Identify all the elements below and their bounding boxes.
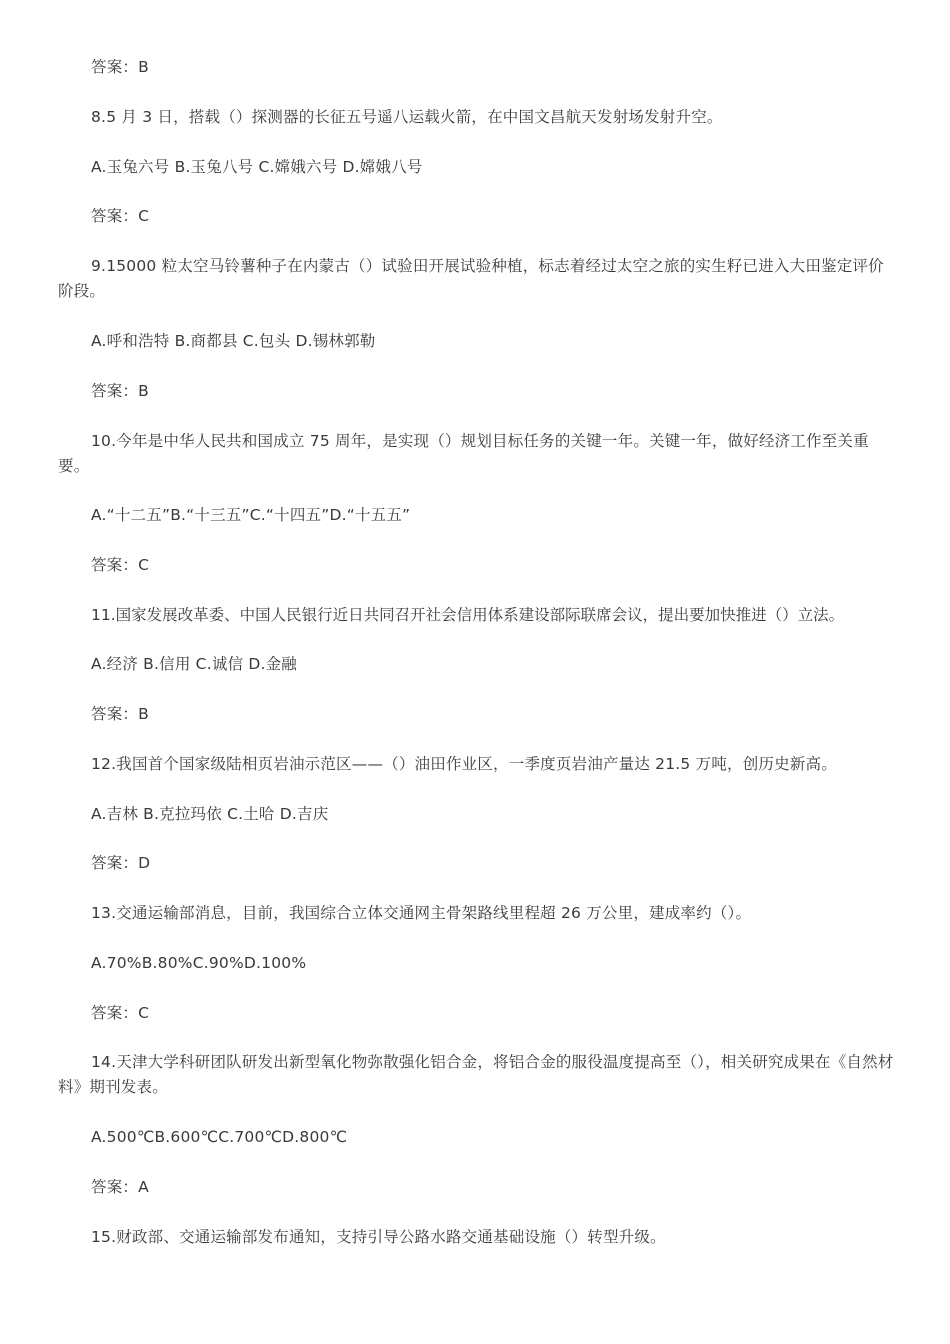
options-9: A.呼和浩特 B.商都县 C.包头 D.锡林郭勒 <box>91 332 376 350</box>
answer-10: 答案：C <box>91 556 150 574</box>
answer-8: 答案：C <box>91 207 150 225</box>
options-10: A.“十二五”B.“十三五”C.“十四五”D.“十五五” <box>91 506 411 524</box>
question-12: 12.我国首个国家级陆相页岩油示范区——（）油田作业区，一季度页岩油产量达 21.5 万吨，创历史新高。 <box>91 755 837 773</box>
options-14: A.500℃B.600℃C.700℃D.800℃ <box>91 1128 348 1146</box>
answer-11: 答案：B <box>91 705 149 723</box>
question-8: 8.5 月 3 日，搭载（）探测器的长征五号遥八运载火箭，在中国文昌航天发射场发射升空。 <box>91 108 723 126</box>
options-8: A.玉兔六号 B.玉兔八号 C.嫦娥六号 D.嫦娥八号 <box>91 158 423 176</box>
answer-7: 答案：B <box>91 58 149 76</box>
answer-14: 答案：A <box>91 1178 149 1196</box>
question-9: 9.15000 粒太空马铃薯种子在内蒙古（）试验田开展试验种植，标志着经过太空之旅的实生籽已进入大田鉴定评价阶段。 <box>58 257 884 300</box>
answer-12: 答案：D <box>91 854 151 872</box>
options-11: A.经济 B.信用 C.诚信 D.金融 <box>91 655 298 673</box>
answer-13: 答案：C <box>91 1004 150 1022</box>
question-15: 15.财政部、交通运输部发布通知，支持引导公路水路交通基础设施（）转型升级。 <box>91 1228 666 1246</box>
question-11: 11.国家发展改革委、中国人民银行近日共同召开社会信用体系建设部际联席会议，提出要加快推进（）立法。 <box>91 606 845 624</box>
answer-9: 答案：B <box>91 382 149 400</box>
question-10: 10.今年是中华人民共和国成立 75 周年，是实现（）规划目标任务的关键一年。关键一年，做好经济工作至关重要。 <box>58 432 869 475</box>
question-13: 13.交通运输部消息，目前，我国综合立体交通网主骨架路线里程超 26 万公里，建成率约（）。 <box>91 904 752 922</box>
question-14: 14.天津大学科研团队研发出新型氧化物弥散强化铝合金，将铝合金的服役温度提高至（），相关研究成果在《自然材料》期刊发表。 <box>58 1053 894 1096</box>
options-13: A.70%B.80%C.90%D.100% <box>91 954 307 972</box>
options-12: A.吉林 B.克拉玛依 C.土哈 D.吉庆 <box>91 805 329 823</box>
